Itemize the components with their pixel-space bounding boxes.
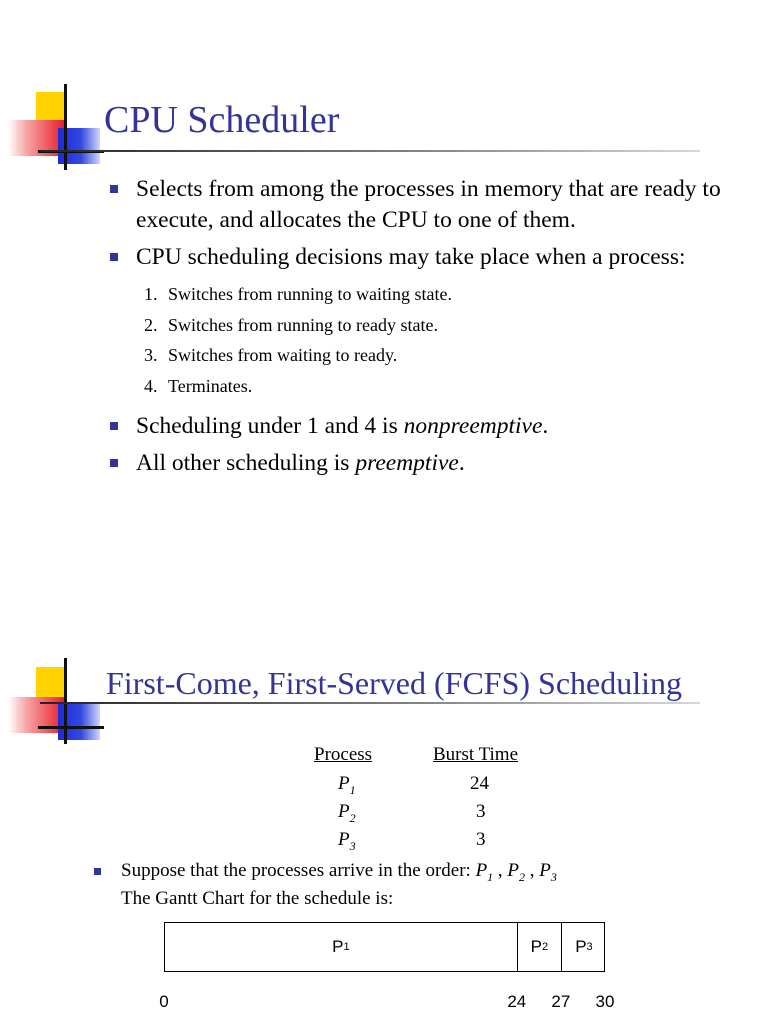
gantt-block: P 3 — [575, 937, 593, 956]
bullet-square-icon — [94, 868, 101, 875]
bullet-item — [92, 860, 712, 910]
table-row — [338, 801, 356, 826]
gantt-block: P 1 — [165, 923, 518, 971]
slide-title: CPU Scheduler — [104, 99, 340, 141]
slide-logo — [0, 0, 110, 100]
item-text: Switches from waiting to ready. — [168, 345, 398, 365]
process-name: $P_2$ — [338, 801, 356, 825]
process-name: $P_3$ — [539, 860, 557, 884]
bullet-square-icon — [110, 459, 118, 467]
numbered-item — [144, 310, 748, 341]
bullet-text: CPU scheduling decisions may take place when a process: — [136, 244, 686, 270]
item-number: 2. — [144, 314, 158, 335]
item-text: Switches from running to ready state. — [168, 314, 438, 335]
emphasis-term: nonpreemptive — [403, 413, 543, 439]
process-name: $P_3$ — [338, 829, 356, 853]
bullet-item — [108, 411, 748, 442]
numbered-list — [144, 279, 748, 401]
gantt-caption: The Gantt Chart for the schedule is: — [121, 887, 394, 909]
process-name: $P_1$ — [475, 860, 494, 884]
bullet-item — [108, 174, 748, 236]
table-row — [338, 829, 356, 854]
slide-fcfs-scheduling — [0, 512, 768, 1024]
column-header-burst-time: Burst Time — [433, 744, 519, 765]
title-underline — [40, 702, 700, 704]
bullet-text: Scheduling under 1 and 4 is — [136, 413, 404, 439]
gantt-tick-label: 30 — [595, 992, 615, 1011]
bullet-list — [108, 174, 748, 485]
item-text: Terminates. — [168, 375, 253, 396]
logo-vertical-line — [64, 84, 67, 170]
item-number: 3. — [144, 345, 158, 365]
slide-logo — [0, 512, 110, 612]
bullet-text: All other scheduling is — [136, 450, 356, 476]
burst-value: 24 — [470, 773, 489, 794]
item-number: 4. — [144, 375, 158, 396]
logo-horizontal-line — [38, 726, 104, 729]
gantt-tick-label: 0 — [159, 992, 169, 1011]
gantt-block: P 2 — [518, 923, 562, 971]
gantt-tick-label: 24 — [507, 992, 527, 1011]
column-header-process: Process — [314, 744, 373, 765]
burst-value: 3 — [476, 801, 486, 822]
numbered-item — [144, 279, 748, 310]
item-text: Switches from running to waiting state. — [168, 284, 452, 304]
table-row — [338, 773, 356, 798]
bullet-punctuation: . — [542, 413, 549, 439]
bullet-square-icon — [110, 185, 118, 193]
gantt-chart — [164, 922, 605, 972]
logo-vertical-line — [64, 658, 67, 744]
process-name: $P_1$ — [338, 773, 356, 797]
item-number: 1. — [144, 284, 158, 304]
process-name: $P_2$ — [507, 860, 526, 884]
emphasis-term: preemptive — [355, 450, 459, 476]
bullet-punctuation: . — [458, 450, 465, 476]
title-underline — [40, 150, 700, 152]
gantt-time-axis — [159, 992, 615, 1016]
bullet-text: Selects from among the processes in memory that are ready to execute, and allocates the CPU to one of them. — [136, 176, 721, 233]
numbered-item — [144, 371, 748, 402]
arrival-order-text: Suppose that the processes arrive in the order: — [121, 860, 476, 881]
numbered-item — [144, 340, 748, 371]
bullet-item — [108, 448, 748, 479]
slide-title: First-Come, First-Served (FCFS) Scheduling — [106, 665, 683, 701]
burst-value: 3 — [476, 829, 486, 850]
bullet-item — [108, 242, 748, 273]
bullet-square-icon — [110, 422, 118, 430]
bullet-square-icon — [110, 253, 118, 261]
bullet-text: Suppose that the processes arrive in the order: $P_1$ , $P_2$ , $P_3$ The Gantt Chart for the schedule is: — [121, 860, 557, 909]
gantt-tick-label: 27 — [551, 992, 571, 1011]
